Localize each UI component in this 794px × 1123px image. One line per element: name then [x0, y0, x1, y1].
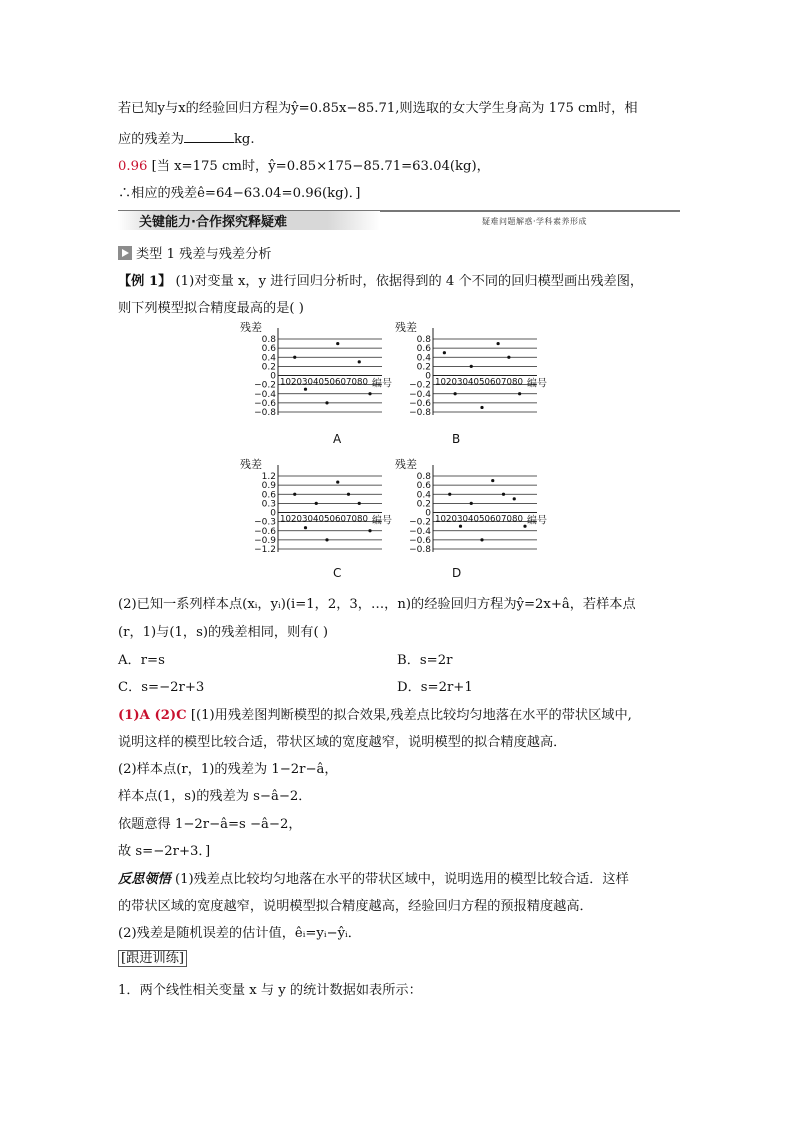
- y-tick-label: −0.2: [409, 517, 431, 528]
- option-c: C．s=−2r+3: [118, 680, 205, 695]
- y-tick-label: −0.8: [409, 545, 431, 555]
- data-point: [293, 493, 296, 496]
- solution-line-6: 故 s=−2r+3．]: [118, 844, 211, 859]
- follow-question-1: 1．两个线性相关变量 x 与 y 的统计数据如表所示：: [118, 983, 422, 998]
- example-q2-line1: (2)已知一系列样本点(xᵢ，yᵢ)(i=1，2，3，…，n)的经验回归方程为ŷ=2x+â，若样本点: [118, 597, 636, 612]
- y-tick-label: 0.6: [416, 481, 431, 492]
- section-header-subtitle: 疑难问题解惑·学科素养形成: [482, 217, 588, 226]
- residual-plot-d: [395, 457, 595, 557]
- example-q1-line1: (1)对变量 x，y 进行回归分析时，依据得到的 4 个不同的回归模型画出残差图，: [171, 274, 644, 289]
- x-axis-label: 编号: [527, 515, 547, 527]
- y-axis-label: 残差: [395, 321, 417, 334]
- data-point: [336, 480, 339, 483]
- y-tick-label: 0.4: [416, 353, 431, 364]
- data-point: [304, 526, 307, 529]
- y-tick-label: 0: [425, 371, 431, 382]
- y-tick-label: −0.6: [409, 398, 431, 409]
- y-axis-label: 残差: [240, 321, 262, 334]
- y-tick-label: −0.8: [409, 408, 431, 418]
- x-tick-labels: 1020304050607080: [435, 377, 524, 388]
- data-point: [497, 342, 500, 345]
- y-tick-label: 0.4: [261, 353, 276, 364]
- option-b: B．s=2r: [397, 653, 453, 668]
- y-tick-label: −0.2: [409, 380, 431, 391]
- data-point: [448, 493, 451, 496]
- data-point: [358, 360, 361, 363]
- y-tick-label: 0.6: [261, 490, 276, 501]
- solution-answer: (1)A (2)C: [118, 708, 187, 723]
- reflection-line-1: [118, 868, 629, 887]
- intro-line-1: 若已知y与x的经验回归方程为ŷ=0.85x−85.71,则选取的女大学生身高为 175 cm时，相: [118, 101, 638, 116]
- example-q1-line2: 则下列模型拟合精度最高的是( ): [118, 301, 304, 316]
- intro-line-2: [118, 128, 255, 147]
- x-tick-labels: 1020304050607080: [280, 514, 369, 525]
- data-point: [513, 497, 516, 500]
- section-header-title: 关键能力·合作探究释疑难: [139, 215, 287, 230]
- solution-line-3: (2)样本点(r，1)的残差为 1−2r−â，: [118, 762, 338, 777]
- intro-line-4: ∴相应的残差ê=64−63.04=0.96(kg)．]: [118, 186, 361, 201]
- example-line-1: [118, 270, 643, 289]
- data-point: [325, 538, 328, 541]
- y-tick-label: 0.8: [261, 335, 276, 345]
- y-tick-label: 0.2: [416, 499, 431, 510]
- y-tick-label: −0.8: [254, 408, 276, 418]
- follow-label: [跟进训练]: [118, 950, 187, 967]
- type-heading-text: 类型 1 残差与残差分析: [136, 247, 272, 262]
- y-tick-label: −0.4: [254, 389, 276, 400]
- data-point: [336, 342, 339, 345]
- intro-answer: 0.96: [118, 159, 148, 174]
- x-tick-labels: 1020304050607080: [280, 377, 369, 388]
- y-tick-label: 0.9: [261, 481, 276, 492]
- y-axis-label: 残差: [240, 458, 262, 471]
- data-point: [347, 493, 350, 496]
- data-point: [480, 406, 483, 409]
- data-point: [507, 356, 510, 359]
- x-tick-labels: 1020304050607080: [435, 514, 524, 525]
- reflection-line-3: (2)残差是随机误差的估计值，êᵢ=yᵢ−ŷᵢ．: [118, 926, 361, 941]
- reflection-label: 反思领悟: [118, 872, 171, 887]
- option-a: A．r=s: [118, 653, 165, 668]
- solution-line-2: 说明这样的模型比较合适，带状区域的宽度越窄，说明模型的拟合精度越高．: [118, 735, 567, 750]
- follow-label-line: [118, 950, 187, 967]
- data-point: [443, 351, 446, 354]
- solution-line-5: 依题意得 1−2r−â=s −â−2，: [118, 817, 302, 832]
- y-tick-label: 0.8: [416, 335, 431, 345]
- data-point: [459, 525, 462, 528]
- option-d: D．s=2r+1: [397, 680, 473, 695]
- y-tick-label: 0.8: [416, 472, 431, 482]
- y-tick-label: −0.4: [409, 526, 431, 537]
- y-tick-label: −0.2: [254, 380, 276, 391]
- reflection-line-2: 的带状区域的宽度越窄，说明模型拟合精度越高，经验回归方程的预报精度越高．: [118, 899, 593, 914]
- y-tick-label: 0: [270, 371, 276, 382]
- y-tick-label: 0: [425, 508, 431, 519]
- y-tick-label: −0.6: [409, 535, 431, 546]
- data-point: [491, 479, 494, 482]
- example-label: 【例 1】: [118, 274, 172, 289]
- type-heading: [118, 243, 271, 262]
- y-tick-label: −0.6: [254, 526, 276, 537]
- y-tick-label: 0: [270, 508, 276, 519]
- data-point: [502, 493, 505, 496]
- data-point: [358, 502, 361, 505]
- data-point: [325, 401, 328, 404]
- data-point: [293, 356, 296, 359]
- answer-blank: [184, 130, 234, 143]
- intro-line-3-text: [当 x=175 cm时，ŷ=0.85×175−85.71=63.04(kg)，: [151, 159, 490, 174]
- y-tick-label: 0.6: [416, 344, 431, 355]
- residual-plot-b: [395, 320, 595, 420]
- y-tick-label: 0.6: [261, 344, 276, 355]
- y-tick-label: 1.2: [261, 472, 276, 482]
- solution-line-4: 样本点(1，s)的残差为 s−â−2．: [118, 789, 312, 804]
- y-tick-label: −0.6: [254, 398, 276, 409]
- intro-line-3: [118, 155, 490, 174]
- intro-line-2-after: kg.: [233, 132, 255, 147]
- data-point: [518, 392, 521, 395]
- data-point: [368, 392, 371, 395]
- y-tick-label: 0.2: [416, 362, 431, 373]
- intro-line-2-before: 应的残差为: [118, 132, 184, 147]
- x-axis-label: 编号: [372, 515, 392, 527]
- plot-caption-a: A: [333, 432, 342, 446]
- data-point: [304, 388, 307, 391]
- y-tick-label: −0.9: [254, 535, 276, 546]
- data-point: [315, 502, 318, 505]
- data-point: [470, 365, 473, 368]
- reflection-line-1-text: (1)残差点比较均匀地落在水平的带状区域中，说明选用的模型比较合适．这样: [170, 872, 629, 887]
- y-tick-label: 0.3: [261, 499, 276, 510]
- data-point: [523, 525, 526, 528]
- data-point: [480, 538, 483, 541]
- y-tick-label: −1.2: [254, 545, 276, 555]
- y-tick-label: 0.4: [416, 490, 431, 501]
- y-tick-label: −0.4: [409, 389, 431, 400]
- solution-line-1-text: [(1)用残差图判断模型的拟合效果,残差点比较均匀地落在水平的带状区域中,: [190, 708, 632, 723]
- data-point: [368, 529, 371, 532]
- x-axis-label: 编号: [372, 378, 392, 390]
- data-point: [454, 392, 457, 395]
- y-axis-label: 残差: [395, 458, 417, 471]
- solution-line-1: [118, 704, 632, 723]
- y-tick-label: 0.2: [261, 362, 276, 373]
- plot-caption-b: B: [452, 432, 461, 446]
- example-q2-line2: (r，1)与(1，s)的残差相同，则有( ): [118, 625, 328, 640]
- y-tick-label: −0.3: [254, 517, 276, 528]
- data-point: [470, 502, 473, 505]
- x-axis-label: 编号: [527, 378, 547, 390]
- plot-caption-c: C: [333, 566, 342, 580]
- plot-caption-d: D: [452, 566, 462, 580]
- play-icon: [118, 246, 132, 260]
